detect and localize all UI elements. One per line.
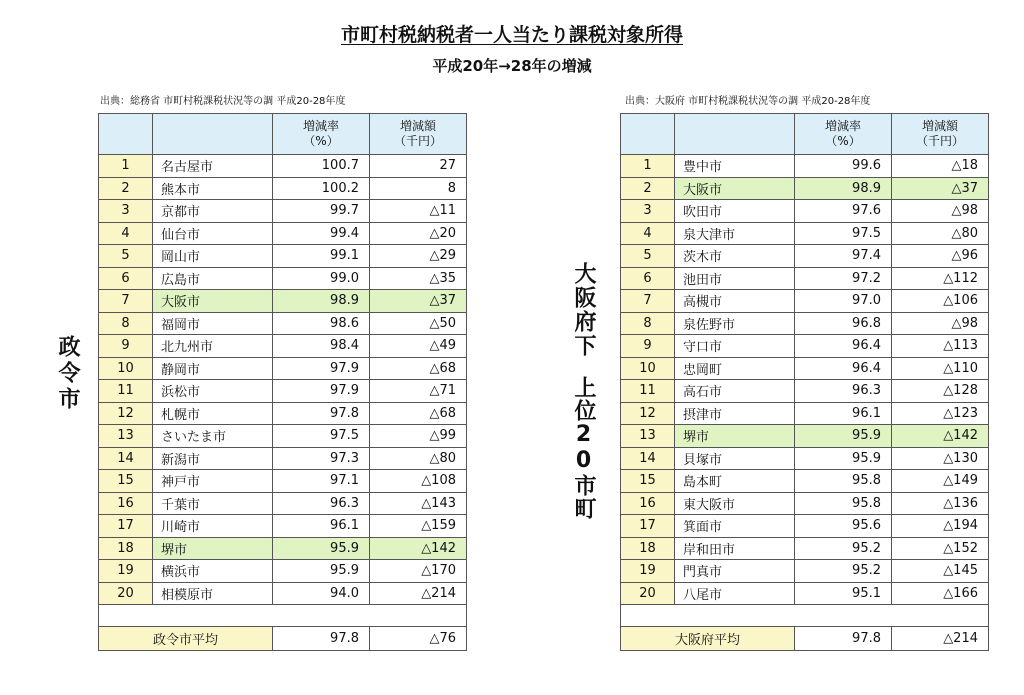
header-rank xyxy=(621,114,675,155)
rate-cell: 98.9 xyxy=(795,177,892,200)
table-row xyxy=(621,200,989,223)
left-source-note: 出典：総務省 市町村税課税状況等の調 平成20-28年度 xyxy=(100,96,346,107)
rank-cell: 14 xyxy=(99,447,153,470)
rate-cell: 96.1 xyxy=(273,515,370,538)
table-row xyxy=(99,335,467,358)
table-row xyxy=(621,380,989,403)
amount-cell: 8 xyxy=(370,177,467,200)
rank-cell: 12 xyxy=(99,402,153,425)
table-row xyxy=(621,312,989,335)
rate-cell: 100.2 xyxy=(273,177,370,200)
rate-cell: 99.1 xyxy=(273,245,370,268)
rank-cell: 5 xyxy=(99,245,153,268)
header-city xyxy=(153,114,273,155)
rate-cell: 97.9 xyxy=(273,357,370,380)
city-cell: 島本町 xyxy=(675,470,795,493)
table-row xyxy=(99,155,467,178)
rank-cell: 12 xyxy=(621,402,675,425)
spacer-cell xyxy=(621,605,989,627)
city-cell: 守口市 xyxy=(675,335,795,358)
amount-cell: △35 xyxy=(370,267,467,290)
amount-cell: △37 xyxy=(892,177,989,200)
city-cell: 大阪市 xyxy=(153,290,273,313)
city-cell: 忠岡町 xyxy=(675,357,795,380)
rate-cell: 99.0 xyxy=(273,267,370,290)
amount-cell: △194 xyxy=(892,515,989,538)
amount-cell: △80 xyxy=(370,447,467,470)
city-cell: 熊本市 xyxy=(153,177,273,200)
rate-cell: 96.3 xyxy=(795,380,892,403)
amount-cell: 27 xyxy=(370,155,467,178)
rank-cell: 15 xyxy=(621,470,675,493)
city-cell: 摂津市 xyxy=(675,402,795,425)
city-cell: 岡山市 xyxy=(153,245,273,268)
rate-cell: 95.6 xyxy=(795,515,892,538)
city-cell: 八尾市 xyxy=(675,582,795,605)
table-row xyxy=(99,200,467,223)
city-cell: 高石市 xyxy=(675,380,795,403)
rate-cell: 96.4 xyxy=(795,335,892,358)
amount-cell: △80 xyxy=(892,222,989,245)
rank-cell: 1 xyxy=(621,155,675,178)
amount-cell: △214 xyxy=(370,582,467,605)
rate-cell: 97.8 xyxy=(273,402,370,425)
rank-cell: 9 xyxy=(99,335,153,358)
amount-cell: △37 xyxy=(370,290,467,313)
table-row xyxy=(621,335,989,358)
rank-cell: 6 xyxy=(621,267,675,290)
city-cell: 北九州市 xyxy=(153,335,273,358)
rate-cell: 96.4 xyxy=(795,357,892,380)
city-cell: 箕面市 xyxy=(675,515,795,538)
table-row xyxy=(621,177,989,200)
rate-cell: 97.5 xyxy=(795,222,892,245)
rank-cell: 17 xyxy=(621,515,675,538)
amount-cell: △166 xyxy=(892,582,989,605)
rate-cell: 98.4 xyxy=(273,335,370,358)
rank-cell: 13 xyxy=(99,425,153,448)
rate-cell: 100.7 xyxy=(273,155,370,178)
table-row xyxy=(99,515,467,538)
rate-cell: 97.0 xyxy=(795,290,892,313)
rank-cell: 11 xyxy=(99,380,153,403)
city-cell: 東大阪市 xyxy=(675,492,795,515)
amount-cell: △99 xyxy=(370,425,467,448)
amount-cell: △98 xyxy=(892,312,989,335)
table-row xyxy=(621,245,989,268)
rate-cell: 94.0 xyxy=(273,582,370,605)
city-cell: 堺市 xyxy=(153,537,273,560)
amount-cell: △68 xyxy=(370,402,467,425)
rank-cell: 4 xyxy=(621,222,675,245)
city-cell: 福岡市 xyxy=(153,312,273,335)
city-cell: さいたま市 xyxy=(153,425,273,448)
table-row xyxy=(99,402,467,425)
amount-cell: △20 xyxy=(370,222,467,245)
rank-cell: 18 xyxy=(99,537,153,560)
amount-cell: △49 xyxy=(370,335,467,358)
rate-cell: 97.6 xyxy=(795,200,892,223)
amount-cell: △170 xyxy=(370,560,467,583)
rate-cell: 99.6 xyxy=(795,155,892,178)
amount-cell: △110 xyxy=(892,357,989,380)
table-row xyxy=(99,560,467,583)
rank-cell: 4 xyxy=(99,222,153,245)
table-row xyxy=(621,267,989,290)
amount-cell: △123 xyxy=(892,402,989,425)
amount-cell: △149 xyxy=(892,470,989,493)
city-cell: 吹田市 xyxy=(675,200,795,223)
osaka-municipalities-table xyxy=(620,113,989,651)
page-title: 市町村税納税者一人当たり課税対象所得 xyxy=(340,24,683,46)
city-cell: 茨木市 xyxy=(675,245,795,268)
rate-cell: 98.9 xyxy=(273,290,370,313)
table-row xyxy=(99,222,467,245)
rank-cell: 20 xyxy=(99,582,153,605)
rank-cell: 10 xyxy=(621,357,675,380)
rank-cell: 1 xyxy=(99,155,153,178)
spacer-cell xyxy=(99,605,467,627)
city-cell: 名古屋市 xyxy=(153,155,273,178)
city-cell: 千葉市 xyxy=(153,492,273,515)
amount-cell: △113 xyxy=(892,335,989,358)
city-cell: 相模原市 xyxy=(153,582,273,605)
city-cell: 池田市 xyxy=(675,267,795,290)
rate-cell: 98.6 xyxy=(273,312,370,335)
table-row xyxy=(621,492,989,515)
table-header-row xyxy=(621,114,989,155)
header-amount: 増減額 （千円） xyxy=(892,114,989,155)
rate-cell: 99.7 xyxy=(273,200,370,223)
table-row xyxy=(621,425,989,448)
city-cell: 神戸市 xyxy=(153,470,273,493)
rate-cell: 95.2 xyxy=(795,537,892,560)
rate-cell: 95.9 xyxy=(273,537,370,560)
city-cell: 堺市 xyxy=(675,425,795,448)
table-row xyxy=(621,155,989,178)
city-cell: 横浜市 xyxy=(153,560,273,583)
average-amount: △214 xyxy=(892,627,989,651)
table-row xyxy=(621,290,989,313)
city-cell: 広島市 xyxy=(153,267,273,290)
table-row xyxy=(621,537,989,560)
amount-cell: △50 xyxy=(370,312,467,335)
rate-cell: 96.1 xyxy=(795,402,892,425)
average-rate: 97.8 xyxy=(273,627,370,651)
amount-cell: △143 xyxy=(370,492,467,515)
page-subtitle: 平成20年→28年の増減 xyxy=(432,57,592,75)
city-cell: 札幌市 xyxy=(153,402,273,425)
rank-cell: 19 xyxy=(621,560,675,583)
city-cell: 新潟市 xyxy=(153,447,273,470)
amount-cell: △29 xyxy=(370,245,467,268)
table-row xyxy=(99,177,467,200)
table-row xyxy=(621,357,989,380)
rank-cell: 5 xyxy=(621,245,675,268)
left-side-label xyxy=(52,335,82,420)
right-source-note: 出典：大阪府 市町村税課税状況等の調 平成20-28年度 xyxy=(625,96,871,107)
right-side-label xyxy=(566,262,600,520)
header-amount: 増減額 （千円） xyxy=(370,114,467,155)
spacer-row xyxy=(99,605,467,627)
rank-cell: 11 xyxy=(621,380,675,403)
table-row xyxy=(621,515,989,538)
rate-cell: 96.3 xyxy=(273,492,370,515)
average-row xyxy=(99,627,467,651)
table-row xyxy=(621,582,989,605)
table-row xyxy=(99,425,467,448)
designated-cities-table xyxy=(98,113,467,651)
city-cell: 浜松市 xyxy=(153,380,273,403)
spacer-row xyxy=(621,605,989,627)
left-side-label-text: 政令市 xyxy=(55,335,80,413)
table-row xyxy=(99,492,467,515)
rank-cell: 8 xyxy=(99,312,153,335)
table-header-row xyxy=(99,114,467,155)
rank-cell: 14 xyxy=(621,447,675,470)
city-cell: 門真市 xyxy=(675,560,795,583)
table-row xyxy=(99,245,467,268)
rank-cell: 10 xyxy=(99,357,153,380)
city-cell: 貝塚市 xyxy=(675,447,795,470)
rate-cell: 95.8 xyxy=(795,492,892,515)
rate-cell: 96.8 xyxy=(795,312,892,335)
amount-cell: △11 xyxy=(370,200,467,223)
rate-cell: 97.3 xyxy=(273,447,370,470)
rank-cell: 13 xyxy=(621,425,675,448)
table-row xyxy=(99,537,467,560)
amount-cell: △136 xyxy=(892,492,989,515)
rank-cell: 16 xyxy=(99,492,153,515)
table-row xyxy=(621,447,989,470)
amount-cell: △130 xyxy=(892,447,989,470)
table-row xyxy=(621,402,989,425)
rank-cell: 6 xyxy=(99,267,153,290)
amount-cell: △106 xyxy=(892,290,989,313)
rank-cell: 2 xyxy=(621,177,675,200)
city-cell: 大阪市 xyxy=(675,177,795,200)
rate-cell: 95.9 xyxy=(273,560,370,583)
amount-cell: △142 xyxy=(370,537,467,560)
rank-cell: 3 xyxy=(621,200,675,223)
table-row xyxy=(99,380,467,403)
amount-cell: △71 xyxy=(370,380,467,403)
amount-cell: △152 xyxy=(892,537,989,560)
rank-cell: 20 xyxy=(621,582,675,605)
average-amount: △76 xyxy=(370,627,467,651)
rate-cell: 97.9 xyxy=(273,380,370,403)
city-cell: 泉佐野市 xyxy=(675,312,795,335)
amount-cell: △108 xyxy=(370,470,467,493)
city-cell: 京都市 xyxy=(153,200,273,223)
amount-cell: △98 xyxy=(892,200,989,223)
amount-cell: △142 xyxy=(892,425,989,448)
table-row xyxy=(99,267,467,290)
rate-cell: 95.8 xyxy=(795,470,892,493)
header-rate: 増減率 （%） xyxy=(273,114,370,155)
rate-cell: 95.9 xyxy=(795,447,892,470)
amount-cell: △112 xyxy=(892,267,989,290)
right-side-label-top: 大阪府下 xyxy=(571,262,596,358)
header-rank xyxy=(99,114,153,155)
table-row xyxy=(99,290,467,313)
city-cell: 豊中市 xyxy=(675,155,795,178)
rank-cell: 9 xyxy=(621,335,675,358)
header-city xyxy=(675,114,795,155)
city-cell: 岸和田市 xyxy=(675,537,795,560)
city-cell: 高槻市 xyxy=(675,290,795,313)
rank-cell: 19 xyxy=(99,560,153,583)
rank-cell: 8 xyxy=(621,312,675,335)
average-row xyxy=(621,627,989,651)
rate-cell: 95.9 xyxy=(795,425,892,448)
table-row xyxy=(99,312,467,335)
average-rate: 97.8 xyxy=(795,627,892,651)
rank-cell: 2 xyxy=(99,177,153,200)
amount-cell: △145 xyxy=(892,560,989,583)
city-cell: 川崎市 xyxy=(153,515,273,538)
rate-cell: 97.4 xyxy=(795,245,892,268)
amount-cell: △68 xyxy=(370,357,467,380)
city-cell: 泉大津市 xyxy=(675,222,795,245)
table-row xyxy=(99,582,467,605)
rate-cell: 97.2 xyxy=(795,267,892,290)
table-row xyxy=(99,470,467,493)
table-row xyxy=(99,357,467,380)
rank-cell: 17 xyxy=(99,515,153,538)
rate-cell: 97.5 xyxy=(273,425,370,448)
rank-cell: 16 xyxy=(621,492,675,515)
average-label: 大阪府平均 xyxy=(621,627,795,651)
rank-cell: 18 xyxy=(621,537,675,560)
average-label: 政令市平均 xyxy=(99,627,273,651)
rank-cell: 3 xyxy=(99,200,153,223)
table-row xyxy=(621,470,989,493)
rank-cell: 15 xyxy=(99,470,153,493)
amount-cell: △18 xyxy=(892,155,989,178)
rate-cell: 97.1 xyxy=(273,470,370,493)
table-row xyxy=(621,222,989,245)
city-cell: 静岡市 xyxy=(153,357,273,380)
rate-cell: 99.4 xyxy=(273,222,370,245)
header-rate: 増減率 （%） xyxy=(795,114,892,155)
rate-cell: 95.1 xyxy=(795,582,892,605)
table-row xyxy=(99,447,467,470)
table-row xyxy=(621,560,989,583)
rate-cell: 95.2 xyxy=(795,560,892,583)
right-side-label-bottom: 上位20市町 xyxy=(571,376,596,520)
amount-cell: △96 xyxy=(892,245,989,268)
city-cell: 仙台市 xyxy=(153,222,273,245)
amount-cell: △128 xyxy=(892,380,989,403)
rank-cell: 7 xyxy=(99,290,153,313)
rank-cell: 7 xyxy=(621,290,675,313)
amount-cell: △159 xyxy=(370,515,467,538)
